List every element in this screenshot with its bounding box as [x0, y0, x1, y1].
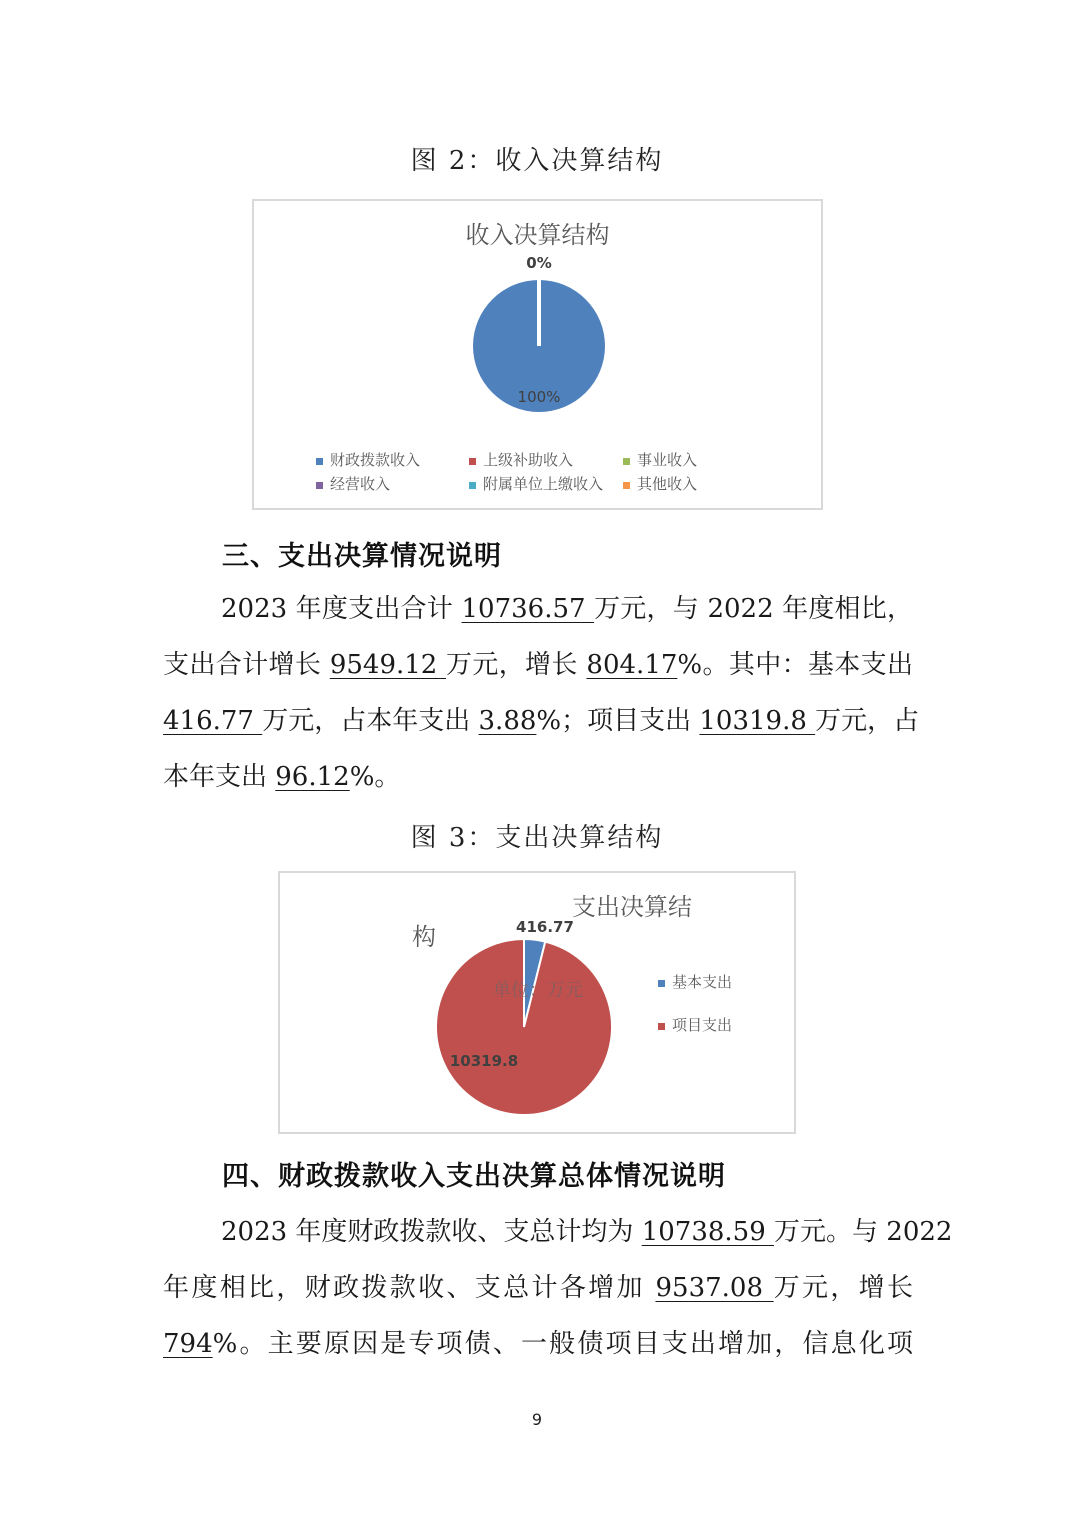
- legend-swatch: [658, 1023, 665, 1030]
- legend-label: 财政拨款收入: [330, 451, 421, 469]
- chart-title-part1: 支出决算结: [572, 893, 692, 921]
- legend-item-superior-subsidy: [469, 449, 573, 470]
- section4-paragraph: [163, 1204, 953, 1372]
- legend-swatch: [469, 482, 476, 489]
- data-label-basic-expenditure: 416.77: [516, 918, 574, 936]
- figure3-caption: 图 3：支出决算结构: [410, 823, 664, 853]
- paragraph-line: 416.77 万元，占本年支出 3.88%；项目支出 10319.8 万元，占: [163, 706, 920, 736]
- paragraph-line: 年度相比，财政拨款收、支总计各增加 9537.08 万元，增长: [163, 1273, 914, 1303]
- legend-swatch: [658, 980, 665, 987]
- page-number: 9: [531, 1410, 543, 1429]
- paragraph-line: 支出合计增长 9549.12 万元，增长 804.17%。其中：基本支出: [163, 650, 914, 680]
- data-label-100: 100%: [517, 388, 561, 406]
- pie-slice-project-expenditure: [436, 939, 612, 1115]
- legend-label: 项目支出: [672, 1016, 733, 1034]
- legend-item-other-income: [623, 473, 697, 494]
- legend-swatch: [623, 458, 630, 465]
- chart-title-part2: 构: [412, 923, 436, 951]
- legend-item-operating-income: [316, 473, 390, 494]
- legend-item-affiliated-units: [469, 473, 603, 494]
- legend-label: 事业收入: [637, 451, 698, 469]
- legend-item-business-income: [623, 449, 697, 470]
- section4-heading: 四、财政拨款收入支出决算总体情况说明: [222, 1161, 726, 1192]
- paragraph-line: 2023 年度财政拨款收、支总计均为 10738.59 万元。与 2022: [221, 1217, 953, 1247]
- expenditure-structure-chart: [278, 871, 796, 1134]
- legend-swatch: [623, 482, 630, 489]
- chart-title: 收入决算结构: [465, 221, 610, 249]
- data-label-project-expenditure: 10319.8: [449, 1052, 519, 1070]
- paragraph-line: 794%。主要原因是专项债、一般债项目支出增加，信息化项: [163, 1329, 913, 1359]
- chart-subtitle: 单位：万元: [493, 980, 583, 1001]
- legend-label: 基本支出: [672, 973, 733, 991]
- legend-label: 经营收入: [330, 475, 391, 493]
- legend-item-fiscal-allocation: [316, 449, 420, 470]
- legend-item-project-expenditure: [658, 1014, 732, 1035]
- legend-label: 上级补助收入: [483, 451, 574, 469]
- income-structure-chart: [252, 199, 823, 510]
- legend-label: 附属单位上缴收入: [483, 475, 604, 493]
- paragraph-line: 2023 年度支出合计 10736.57 万元，与 2022 年度相比，: [221, 594, 914, 624]
- legend-swatch: [316, 482, 323, 489]
- paragraph-line: 本年支出 96.12%。: [163, 762, 401, 792]
- section3-heading: 三、支出决算情况说明: [222, 541, 502, 572]
- expenditure-pie-svg: [280, 873, 794, 1132]
- legend-label: 其他收入: [637, 475, 698, 493]
- legend-swatch: [469, 458, 476, 465]
- legend-swatch: [316, 458, 323, 465]
- figure2-caption: 图 2：收入决算结构: [410, 146, 664, 176]
- data-label-0: 0%: [526, 254, 552, 272]
- section3-paragraph: [163, 581, 920, 805]
- legend-item-basic-expenditure: [658, 971, 732, 992]
